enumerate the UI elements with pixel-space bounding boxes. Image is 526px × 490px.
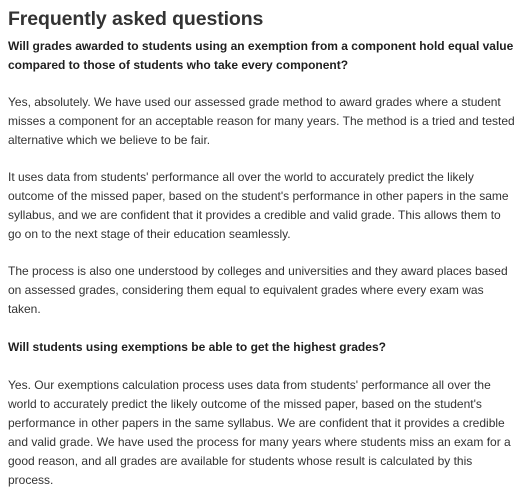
page-title: Frequently asked questions (8, 8, 264, 30)
faq-item (8, 37, 516, 319)
faq-question: Will grades awarded to students using an exemption from a component hold equal value compared to those of students who take every component? (8, 39, 514, 72)
faq-answer-paragraph: The process is also one understood by colleges and universities and they award places based on assessed grades, considering them equal to equivalent grades where every exam was taken. (8, 264, 508, 316)
faq-item (8, 338, 516, 490)
faq-question: Will students using exemptions be able to get the highest grades? (8, 340, 386, 354)
faq-answer-paragraph: It uses data from students' performance all over the world to accurately predict the likely outcome of the missed paper, based on the student's performance in other papers in the same syllabus, and we are confident that it provides a credible and valid grade. This allows them to go on to the next stage of their education seamlessly. (8, 170, 509, 241)
faq-answer-paragraph: Yes. Our exemptions calculation process uses data from students' performance all over the world to accurately predict the likely outcome of the missed paper, based on the student's performance in other papers in the same syllabus. We are confident that it provides a credible and valid grade. We have used the process for many years where students miss an exam for a good reason, and all grades are available for students whose result is calculated by this process. (8, 378, 511, 487)
faq-answer-paragraph: Yes, absolutely. We have used our assessed grade method to award grades where a student misses a component for an acceptable reason for many years. The method is a tried and tested alternative which we believe to be fair. (8, 95, 515, 147)
